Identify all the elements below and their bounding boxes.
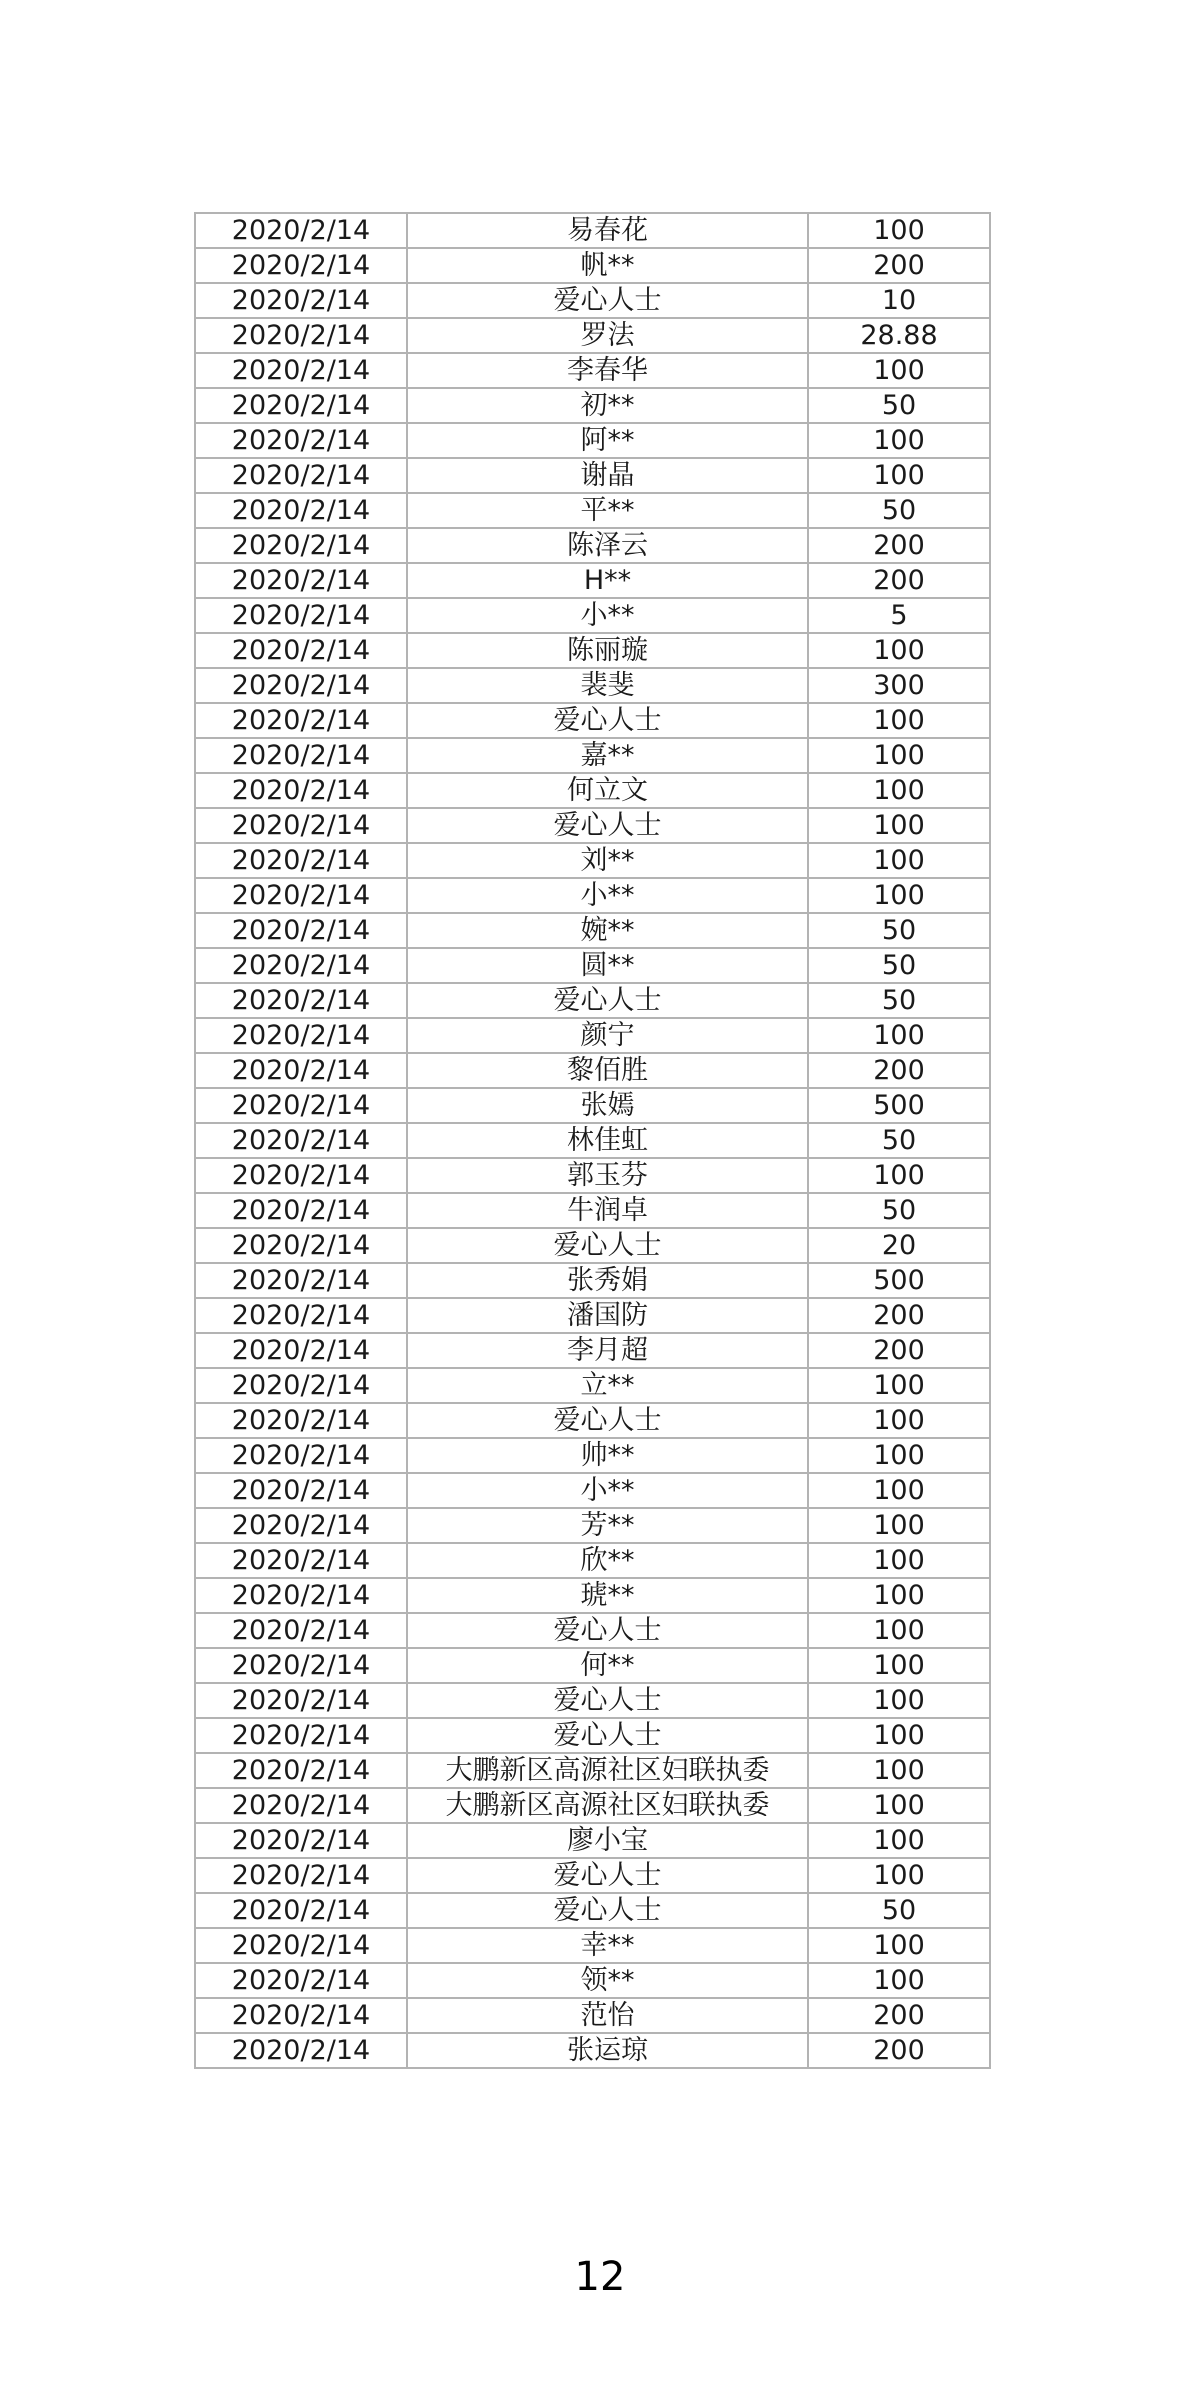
amount-cell: 100 <box>808 1718 990 1753</box>
amount-cell: 100 <box>808 1928 990 1963</box>
table-row <box>195 738 990 773</box>
date-cell: 2020/2/14 <box>195 1053 407 1088</box>
donor-name-cell: 大鹏新区高源社区妇联执委 <box>407 1753 808 1788</box>
date-cell: 2020/2/14 <box>195 458 407 493</box>
amount-cell: 50 <box>808 983 990 1018</box>
table-row <box>195 353 990 388</box>
table-row <box>195 808 990 843</box>
date-cell: 2020/2/14 <box>195 1683 407 1718</box>
amount-cell: 20 <box>808 1228 990 1263</box>
amount-cell: 200 <box>808 1333 990 1368</box>
donor-name-cell: 郭玉芬 <box>407 1158 808 1193</box>
amount-cell: 100 <box>808 1963 990 1998</box>
amount-cell: 50 <box>808 948 990 983</box>
date-cell: 2020/2/14 <box>195 1893 407 1928</box>
table-row <box>195 318 990 353</box>
table-row <box>195 1438 990 1473</box>
date-cell: 2020/2/14 <box>195 1543 407 1578</box>
donor-name-cell: 爱心人士 <box>407 703 808 738</box>
table-row <box>195 1298 990 1333</box>
amount-cell: 5 <box>808 598 990 633</box>
amount-cell: 100 <box>808 843 990 878</box>
donor-name-cell: 芳** <box>407 1508 808 1543</box>
amount-cell: 100 <box>808 738 990 773</box>
date-cell: 2020/2/14 <box>195 283 407 318</box>
date-cell: 2020/2/14 <box>195 1578 407 1613</box>
date-cell: 2020/2/14 <box>195 1753 407 1788</box>
donor-name-cell: 小** <box>407 598 808 633</box>
table-row <box>195 1928 990 1963</box>
date-cell: 2020/2/14 <box>195 1473 407 1508</box>
donor-name-cell: 圆** <box>407 948 808 983</box>
table-row <box>195 1858 990 1893</box>
table-row <box>195 703 990 738</box>
date-cell: 2020/2/14 <box>195 1088 407 1123</box>
date-cell: 2020/2/14 <box>195 1298 407 1333</box>
date-cell: 2020/2/14 <box>195 633 407 668</box>
date-cell: 2020/2/14 <box>195 2033 407 2068</box>
date-cell: 2020/2/14 <box>195 1858 407 1893</box>
donor-name-cell: 小** <box>407 878 808 913</box>
date-cell: 2020/2/14 <box>195 948 407 983</box>
amount-cell: 100 <box>808 1508 990 1543</box>
table-row <box>195 1893 990 1928</box>
amount-cell: 500 <box>808 1263 990 1298</box>
table-row <box>195 1123 990 1158</box>
amount-cell: 100 <box>808 878 990 913</box>
donor-name-cell: 婉** <box>407 913 808 948</box>
amount-cell: 100 <box>808 1543 990 1578</box>
table-row <box>195 913 990 948</box>
donor-name-cell: 张秀娟 <box>407 1263 808 1298</box>
table-row <box>195 528 990 563</box>
donor-name-cell: 阿** <box>407 423 808 458</box>
date-cell: 2020/2/14 <box>195 353 407 388</box>
table-row <box>195 283 990 318</box>
amount-cell: 28.88 <box>808 318 990 353</box>
table-row <box>195 1543 990 1578</box>
donation-table <box>194 212 991 2069</box>
donor-name-cell: 琥** <box>407 1578 808 1613</box>
date-cell: 2020/2/14 <box>195 493 407 528</box>
amount-cell: 200 <box>808 528 990 563</box>
date-cell: 2020/2/14 <box>195 1508 407 1543</box>
amount-cell: 50 <box>808 388 990 423</box>
donor-name-cell: 平** <box>407 493 808 528</box>
amount-cell: 50 <box>808 913 990 948</box>
amount-cell: 100 <box>808 1578 990 1613</box>
date-cell: 2020/2/14 <box>195 1718 407 1753</box>
donor-name-cell: 爱心人士 <box>407 1403 808 1438</box>
donor-name-cell: 张嫣 <box>407 1088 808 1123</box>
date-cell: 2020/2/14 <box>195 1123 407 1158</box>
date-cell: 2020/2/14 <box>195 983 407 1018</box>
date-cell: 2020/2/14 <box>195 1018 407 1053</box>
donor-name-cell: 爱心人士 <box>407 283 808 318</box>
table-row <box>195 493 990 528</box>
table-row <box>195 1158 990 1193</box>
amount-cell: 10 <box>808 283 990 318</box>
amount-cell: 300 <box>808 668 990 703</box>
table-row <box>195 1753 990 1788</box>
table-row <box>195 423 990 458</box>
date-cell: 2020/2/14 <box>195 913 407 948</box>
donation-table-body <box>195 213 990 2068</box>
donor-name-cell: 爱心人士 <box>407 1718 808 1753</box>
amount-cell: 50 <box>808 1893 990 1928</box>
table-row <box>195 1823 990 1858</box>
donor-name-cell: 爱心人士 <box>407 1613 808 1648</box>
donor-name-cell: 爱心人士 <box>407 1858 808 1893</box>
amount-cell: 100 <box>808 213 990 248</box>
table-row <box>195 983 990 1018</box>
amount-cell: 100 <box>808 1403 990 1438</box>
date-cell: 2020/2/14 <box>195 808 407 843</box>
donor-name-cell: H** <box>407 563 808 598</box>
date-cell: 2020/2/14 <box>195 773 407 808</box>
table-row <box>195 1998 990 2033</box>
date-cell: 2020/2/14 <box>195 1788 407 1823</box>
table-row <box>195 1788 990 1823</box>
donor-name-cell: 爱心人士 <box>407 808 808 843</box>
donor-name-cell: 裴斐 <box>407 668 808 703</box>
donor-name-cell: 易春花 <box>407 213 808 248</box>
donor-name-cell: 爱心人士 <box>407 1683 808 1718</box>
amount-cell: 100 <box>808 773 990 808</box>
amount-cell: 100 <box>808 1438 990 1473</box>
donor-name-cell: 爱心人士 <box>407 1893 808 1928</box>
amount-cell: 100 <box>808 353 990 388</box>
table-row <box>195 773 990 808</box>
table-row <box>195 1193 990 1228</box>
donor-name-cell: 牛润卓 <box>407 1193 808 1228</box>
table-row <box>195 1508 990 1543</box>
date-cell: 2020/2/14 <box>195 1963 407 1998</box>
amount-cell: 100 <box>808 633 990 668</box>
date-cell: 2020/2/14 <box>195 1228 407 1263</box>
donor-name-cell: 立** <box>407 1368 808 1403</box>
table-row <box>195 633 990 668</box>
amount-cell: 100 <box>808 703 990 738</box>
date-cell: 2020/2/14 <box>195 1263 407 1298</box>
table-row <box>195 1963 990 1998</box>
donor-name-cell: 小** <box>407 1473 808 1508</box>
date-cell: 2020/2/14 <box>195 388 407 423</box>
date-cell: 2020/2/14 <box>195 878 407 913</box>
date-cell: 2020/2/14 <box>195 423 407 458</box>
donor-name-cell: 陈丽璇 <box>407 633 808 668</box>
amount-cell: 100 <box>808 1648 990 1683</box>
table-row <box>195 1473 990 1508</box>
table-row <box>195 878 990 913</box>
date-cell: 2020/2/14 <box>195 1613 407 1648</box>
date-cell: 2020/2/14 <box>195 1368 407 1403</box>
date-cell: 2020/2/14 <box>195 668 407 703</box>
date-cell: 2020/2/14 <box>195 1823 407 1858</box>
donor-name-cell: 张运琼 <box>407 2033 808 2068</box>
amount-cell: 100 <box>808 1858 990 1893</box>
amount-cell: 500 <box>808 1088 990 1123</box>
donor-name-cell: 林佳虹 <box>407 1123 808 1158</box>
amount-cell: 100 <box>808 423 990 458</box>
table-row <box>195 213 990 248</box>
table-row <box>195 1018 990 1053</box>
table-row <box>195 598 990 633</box>
donor-name-cell: 何** <box>407 1648 808 1683</box>
amount-cell: 200 <box>808 563 990 598</box>
table-row <box>195 1228 990 1263</box>
table-row <box>195 563 990 598</box>
donor-name-cell: 刘** <box>407 843 808 878</box>
donor-name-cell: 爱心人士 <box>407 1228 808 1263</box>
date-cell: 2020/2/14 <box>195 1158 407 1193</box>
donor-name-cell: 帅** <box>407 1438 808 1473</box>
donor-name-cell: 李月超 <box>407 1333 808 1368</box>
amount-cell: 200 <box>808 2033 990 2068</box>
donor-name-cell: 爱心人士 <box>407 983 808 1018</box>
donor-name-cell: 陈泽云 <box>407 528 808 563</box>
donor-name-cell: 潘国防 <box>407 1298 808 1333</box>
date-cell: 2020/2/14 <box>195 1438 407 1473</box>
donor-name-cell: 廖小宝 <box>407 1823 808 1858</box>
table-row <box>195 1368 990 1403</box>
date-cell: 2020/2/14 <box>195 1998 407 2033</box>
table-row <box>195 843 990 878</box>
table-row <box>195 1333 990 1368</box>
donor-name-cell: 谢晶 <box>407 458 808 493</box>
amount-cell: 100 <box>808 1788 990 1823</box>
donor-name-cell: 罗法 <box>407 318 808 353</box>
amount-cell: 50 <box>808 493 990 528</box>
donor-name-cell: 初** <box>407 388 808 423</box>
amount-cell: 100 <box>808 808 990 843</box>
page-number: 12 <box>574 2254 626 2300</box>
date-cell: 2020/2/14 <box>195 843 407 878</box>
date-cell: 2020/2/14 <box>195 528 407 563</box>
donor-name-cell: 大鹏新区高源社区妇联执委 <box>407 1788 808 1823</box>
amount-cell: 200 <box>808 1998 990 2033</box>
donor-name-cell: 幸** <box>407 1928 808 1963</box>
amount-cell: 100 <box>808 458 990 493</box>
date-cell: 2020/2/14 <box>195 598 407 633</box>
table-row <box>195 2033 990 2068</box>
table-row <box>195 1683 990 1718</box>
date-cell: 2020/2/14 <box>195 1333 407 1368</box>
date-cell: 2020/2/14 <box>195 703 407 738</box>
table-row <box>195 1088 990 1123</box>
date-cell: 2020/2/14 <box>195 1193 407 1228</box>
date-cell: 2020/2/14 <box>195 563 407 598</box>
amount-cell: 100 <box>808 1613 990 1648</box>
table-row <box>195 1613 990 1648</box>
date-cell: 2020/2/14 <box>195 1403 407 1438</box>
amount-cell: 50 <box>808 1123 990 1158</box>
donor-name-cell: 范怡 <box>407 1998 808 2033</box>
donor-name-cell: 黎佰胜 <box>407 1053 808 1088</box>
donor-name-cell: 何立文 <box>407 773 808 808</box>
date-cell: 2020/2/14 <box>195 738 407 773</box>
table-row <box>195 388 990 423</box>
amount-cell: 200 <box>808 1053 990 1088</box>
donor-name-cell: 李春华 <box>407 353 808 388</box>
donor-name-cell: 帆** <box>407 248 808 283</box>
table-row <box>195 1403 990 1438</box>
table-row <box>195 1053 990 1088</box>
date-cell: 2020/2/14 <box>195 1928 407 1963</box>
table-row <box>195 458 990 493</box>
date-cell: 2020/2/14 <box>195 248 407 283</box>
donor-name-cell: 颜宁 <box>407 1018 808 1053</box>
date-cell: 2020/2/14 <box>195 213 407 248</box>
amount-cell: 200 <box>808 1298 990 1333</box>
table-row <box>195 1718 990 1753</box>
amount-cell: 100 <box>808 1683 990 1718</box>
donor-name-cell: 嘉** <box>407 738 808 773</box>
table-row <box>195 248 990 283</box>
table-row <box>195 948 990 983</box>
amount-cell: 200 <box>808 248 990 283</box>
donor-name-cell: 领** <box>407 1963 808 1998</box>
table-row <box>195 1578 990 1613</box>
amount-cell: 100 <box>808 1823 990 1858</box>
amount-cell: 100 <box>808 1018 990 1053</box>
amount-cell: 100 <box>808 1473 990 1508</box>
amount-cell: 100 <box>808 1158 990 1193</box>
date-cell: 2020/2/14 <box>195 1648 407 1683</box>
table-row <box>195 1648 990 1683</box>
amount-cell: 50 <box>808 1193 990 1228</box>
amount-cell: 100 <box>808 1753 990 1788</box>
table-row <box>195 668 990 703</box>
donor-name-cell: 欣** <box>407 1543 808 1578</box>
date-cell: 2020/2/14 <box>195 318 407 353</box>
table-row <box>195 1263 990 1298</box>
amount-cell: 100 <box>808 1368 990 1403</box>
